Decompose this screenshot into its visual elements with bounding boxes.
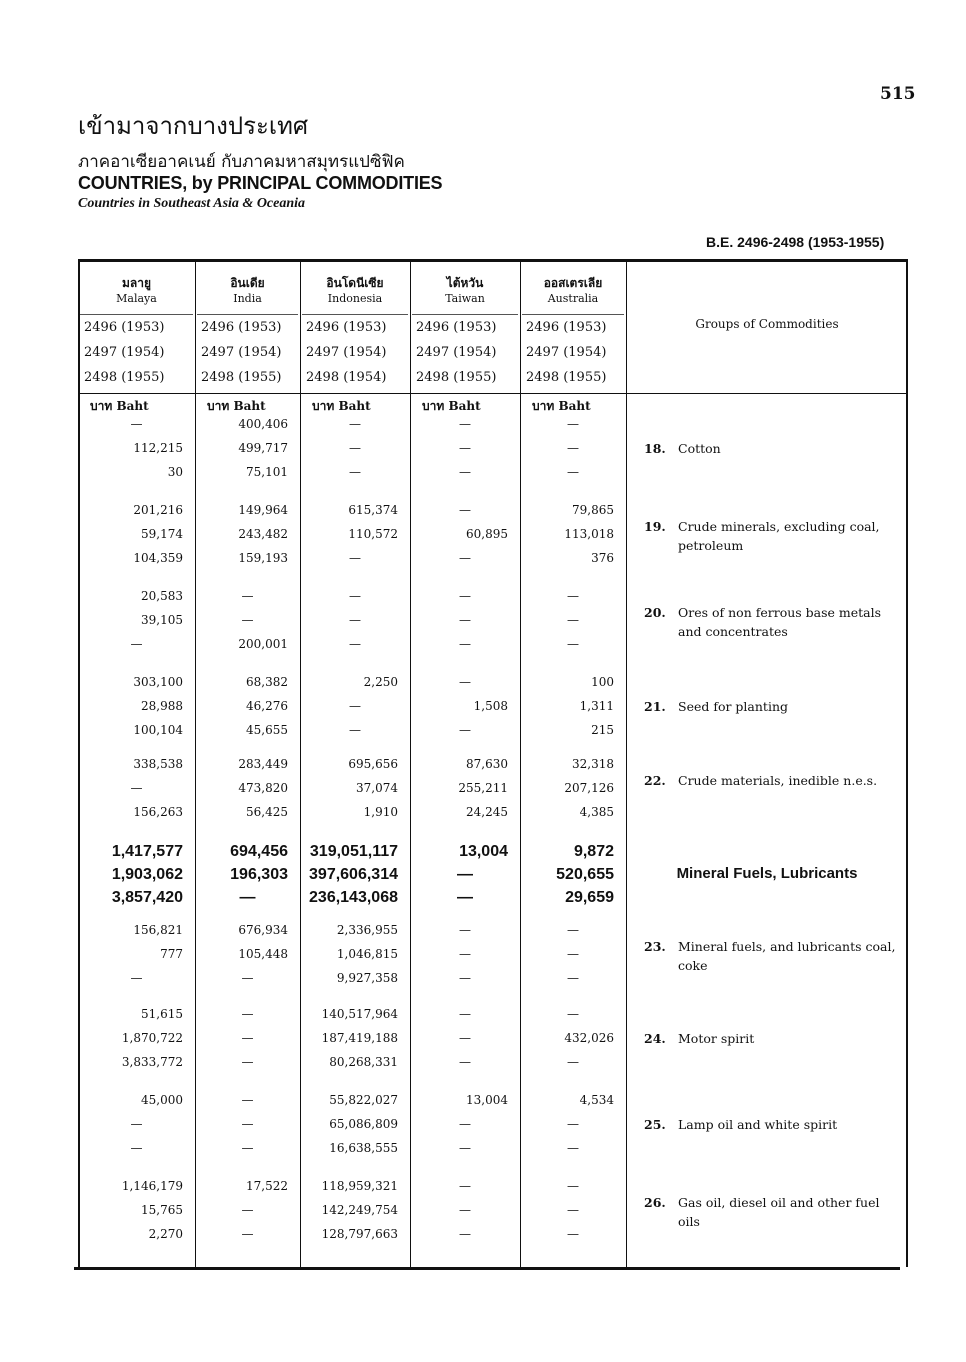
table-cell: 1,417,577 [111,843,183,860]
commodity-group-label [644,1193,899,1231]
table-cell: — [459,1007,471,1021]
table-cell: — [459,723,471,737]
english-subtitle: Countries in Southeast Asia & Oceania [78,196,306,211]
table-cell: — [567,1055,579,1069]
table-cell: — [457,889,473,906]
table-cell: — [567,637,579,651]
table-cell: — [130,781,143,795]
unit-label: บาท Baht [90,399,149,413]
column-header-english: India [233,292,262,305]
table-cell: — [459,923,471,937]
table-cell: — [459,1055,471,1069]
table-cell: — [459,417,471,431]
table-cell: — [567,971,579,985]
table-cell: — [241,1031,254,1045]
table-cell: — [567,613,579,627]
table-cell: 100,104 [133,723,183,737]
year-label: 2496 (1953) [306,320,387,335]
table-cell: 215 [591,723,614,737]
commodity-group-label [644,439,899,458]
table-cell: 201,216 [133,503,183,517]
table-cell: 46,276 [246,699,288,713]
year-label: 2497 (1954) [201,345,282,360]
column-header-english: Australia [547,292,599,305]
table-cell: 1,046,815 [336,947,398,961]
table-cell: 243,482 [238,527,288,541]
table-cell: — [241,1141,254,1155]
table-cell: — [567,441,579,455]
column-header-english: Indonesia [327,292,383,305]
column-header [410,275,520,306]
table-cell: 39,105 [141,613,183,627]
year-label: 2497 (1954) [306,345,387,360]
group-label: Mineral fuels, and lubricants coal, coke [678,939,896,973]
table-cell: 17,522 [246,1179,288,1193]
thai-title: เข้ามาจากบางประเทศ [78,112,309,140]
table-cell: 159,193 [238,551,288,565]
table-cell: 2,336,955 [336,923,398,937]
table-cell: 3,857,420 [111,889,183,906]
page-number: 515 [880,84,916,104]
english-title: COUNTRIES, by PRINCIPAL COMMODITIES [78,173,443,193]
table-cell: — [241,589,254,603]
table-cell: — [459,1203,471,1217]
table-cell: 80,268,331 [329,1055,398,1069]
column-header-thai: อินเดีย [230,276,265,290]
table-cell: 520,655 [556,866,614,883]
table-cell: 51,615 [141,1007,183,1021]
unit-label: บาท Baht [422,399,481,413]
table-cell: — [567,465,579,479]
table-cell: 1,508 [473,699,508,713]
table-cell: — [349,613,361,627]
table-cell: 338,538 [133,757,183,771]
table-cell: 15,765 [141,1203,183,1217]
column-header [78,275,195,306]
column-rule [906,259,908,1267]
year-label: 2498 (1955) [416,370,497,385]
table-cell: — [349,417,361,431]
table-cell: 100 [591,675,614,689]
table-cell: — [567,417,579,431]
table-cell: — [239,889,256,906]
unit-label: บาท Baht [312,399,371,413]
table-cell: 29,659 [565,889,614,906]
table-cell: 694,456 [230,843,288,860]
group-label: Motor spirit [678,1031,755,1046]
table-cell: 4,534 [579,1093,614,1107]
table-cell: 87,630 [466,757,508,771]
table-cell: — [459,441,471,455]
table-cell: 24,245 [466,805,508,819]
column-header [300,275,410,306]
year-label: 2498 (1955) [526,370,607,385]
table-cell: 1,903,062 [111,866,183,883]
period-label: B.E. 2496-2498 (1953-1955) [706,234,885,250]
table-cell: 303,100 [133,675,183,689]
table-cell: 432,026 [564,1031,614,1045]
table-cell: 400,406 [238,417,288,431]
table-cell: 499,717 [238,441,288,455]
group-label: Ores of non ferrous base metals and concentrates [678,605,882,639]
table-cell: 60,895 [466,527,508,541]
group-label: Lamp oil and white spirit [678,1117,838,1132]
group-number: 22. [644,773,666,788]
column-header-thai: มลายู [121,276,152,290]
table-cell: — [459,637,471,651]
year-label: 2498 (1955) [201,370,282,385]
table-cell: — [241,613,254,627]
table-cell: — [130,971,143,985]
group-label: Gas oil, diesel oil and other fuel oils [678,1195,880,1229]
group-number: 20. [644,605,666,620]
table-cell: 473,820 [238,781,288,795]
group-number: 23. [644,939,666,954]
table-cell: 283,449 [238,757,288,771]
group-number: 21. [644,699,666,714]
table-cell: 105,448 [238,947,288,961]
table-cell: — [459,1141,471,1155]
commodity-group-label [644,1115,899,1134]
table-cell: 1,870,722 [121,1031,183,1045]
table-cell: 75,101 [246,465,288,479]
table-cell: — [567,923,579,937]
table-cell: 1,910 [363,805,398,819]
unit-label: บาท Baht [207,399,266,413]
table-cell: 13,004 [459,843,508,860]
table-cell: 28,988 [141,699,183,713]
table-cell: — [130,417,143,431]
table-cell: 9,927,358 [336,971,398,985]
table-cell: 200,001 [238,637,288,651]
table-cell: 207,126 [564,781,614,795]
table-cell: 1,311 [579,699,614,713]
unit-label: บาท Baht [532,399,591,413]
table-cell: — [241,1117,254,1131]
table-cell: — [241,1007,254,1021]
thai-subtitle: ภาคอาเซียอาคเนย์ กับภาคมหาสมุทรแปซิฟิค [78,152,405,172]
year-label: 2498 (1954) [306,370,387,385]
table-cell: 3,833,772 [121,1055,183,1069]
table-bottom-rule [74,1267,900,1270]
year-label: 2497 (1954) [416,345,497,360]
column-header [520,275,626,306]
table-cell: — [349,465,361,479]
table-cell: — [459,1117,471,1131]
table-cell: 104,359 [133,551,183,565]
table-cell: 118,959,321 [321,1179,398,1193]
table-cell: 695,656 [348,757,398,771]
table-cell: 59,174 [141,527,183,541]
table-cell: — [459,675,471,689]
table-cell: — [241,1093,254,1107]
group-label: Crude materials, inedible n.e.s. [678,773,878,788]
table-cell: — [459,613,471,627]
table-cell: — [130,637,143,651]
table-cell: — [459,465,471,479]
table-cell: — [567,1141,579,1155]
commodity-group-label [644,771,899,790]
table-cell: — [349,699,361,713]
commodity-group-label [644,603,899,641]
group-label: Seed for planting [678,699,789,714]
header-divider [78,393,908,394]
table-cell: — [241,1227,254,1241]
column-header-english: Taiwan [445,292,485,305]
table-cell: 113,018 [564,527,614,541]
table-cell: — [457,866,473,883]
table-cell: — [567,1227,579,1241]
table-cell: 2,270 [148,1227,183,1241]
table-cell: 65,086,809 [329,1117,398,1131]
table-cell: — [459,971,471,985]
table-cell: — [567,589,579,603]
table-cell: — [241,971,254,985]
commodity-table [78,259,908,1269]
table-cell: — [349,637,361,651]
table-cell: 56,425 [246,805,288,819]
table-cell: 2,250 [363,675,398,689]
table-cell: 156,821 [133,923,183,937]
table-cell: 149,964 [238,503,288,517]
table-cell: — [130,1117,143,1131]
table-cell: — [567,1117,579,1131]
year-label: 2497 (1954) [526,345,607,360]
group-number: 18. [644,441,666,456]
table-cell: 16,638,555 [329,1141,398,1155]
column-header-thai: ไต้หวัน [446,276,484,290]
commodity-group-label [644,1029,899,1048]
commodity-group-label [644,517,899,555]
table-cell: 319,051,117 [309,843,398,860]
year-label: 2496 (1953) [416,320,497,335]
table-cell: 45,000 [141,1093,183,1107]
table-cell: 1,146,179 [121,1179,183,1193]
table-cell: 140,517,964 [321,1007,398,1021]
table-cell: — [459,1179,471,1193]
year-label: 2498 (1955) [84,370,165,385]
table-cell: 196,303 [230,866,288,883]
group-number: 25. [644,1117,666,1132]
table-cell: — [459,551,471,565]
table-cell: 142,249,754 [321,1203,398,1217]
table-cell: — [459,947,471,961]
table-cell: — [241,1055,254,1069]
table-cell: — [130,1141,143,1155]
commodity-group-label [644,937,899,975]
table-cell: — [459,1031,471,1045]
table-cell: — [567,947,579,961]
column-rule [626,259,627,1267]
table-cell: 32,318 [572,757,614,771]
table-cell: 397,606,314 [309,866,398,883]
table-cell: — [349,723,361,737]
section-title: Mineral Fuels, Lubricants [676,865,858,882]
group-number: 19. [644,519,666,534]
table-cell: 45,655 [246,723,288,737]
table-cell: 55,822,027 [329,1093,398,1107]
table-cell: — [459,1227,471,1241]
table-cell: — [567,1203,579,1217]
table-cell: 236,143,068 [309,889,398,906]
table-cell: — [349,551,361,565]
table-cell: — [567,1179,579,1193]
table-cell: 4,385 [579,805,614,819]
table-cell: 37,074 [356,781,398,795]
year-label: 2496 (1953) [84,320,165,335]
groups-header: Groups of Commodities [695,317,839,331]
table-cell: 128,797,663 [321,1227,398,1241]
column-header [195,275,300,306]
table-cell: 777 [160,947,183,961]
group-label: Crude minerals, excluding coal, petroleum [678,519,880,553]
table-cell: — [241,1203,254,1217]
commodity-group-label [644,697,899,716]
table-cell: 110,572 [348,527,398,541]
table-cell: 9,872 [573,843,614,860]
table-cell: 255,211 [458,781,508,795]
table-cell: 30 [167,465,183,479]
group-number: 26. [644,1195,666,1210]
table-cell: — [459,503,471,517]
table-cell: 13,004 [466,1093,508,1107]
year-label: 2497 (1954) [84,345,165,360]
table-cell: — [459,589,471,603]
table-cell: 376 [591,551,614,565]
column-header-thai: อินโดนีเซีย [326,276,384,290]
table-cell: 79,865 [572,503,614,517]
column-header-thai: ออสเตรเลีย [543,276,603,290]
column-header-english: Malaya [116,292,157,305]
table-top-rule [78,259,908,262]
table-cell: — [349,589,361,603]
table-cell: 112,215 [133,441,183,455]
table-cell: — [349,441,361,455]
table-cell: — [567,1007,579,1021]
table-cell: 676,934 [238,923,288,937]
table-cell: 68,382 [246,675,288,689]
table-cell: 20,583 [141,589,183,603]
group-number: 24. [644,1031,666,1046]
year-label: 2496 (1953) [526,320,607,335]
year-label: 2496 (1953) [201,320,282,335]
table-cell: 156,263 [133,805,183,819]
table-cell: 187,419,188 [321,1031,398,1045]
group-label: Cotton [678,441,721,456]
table-cell: 615,374 [348,503,398,517]
